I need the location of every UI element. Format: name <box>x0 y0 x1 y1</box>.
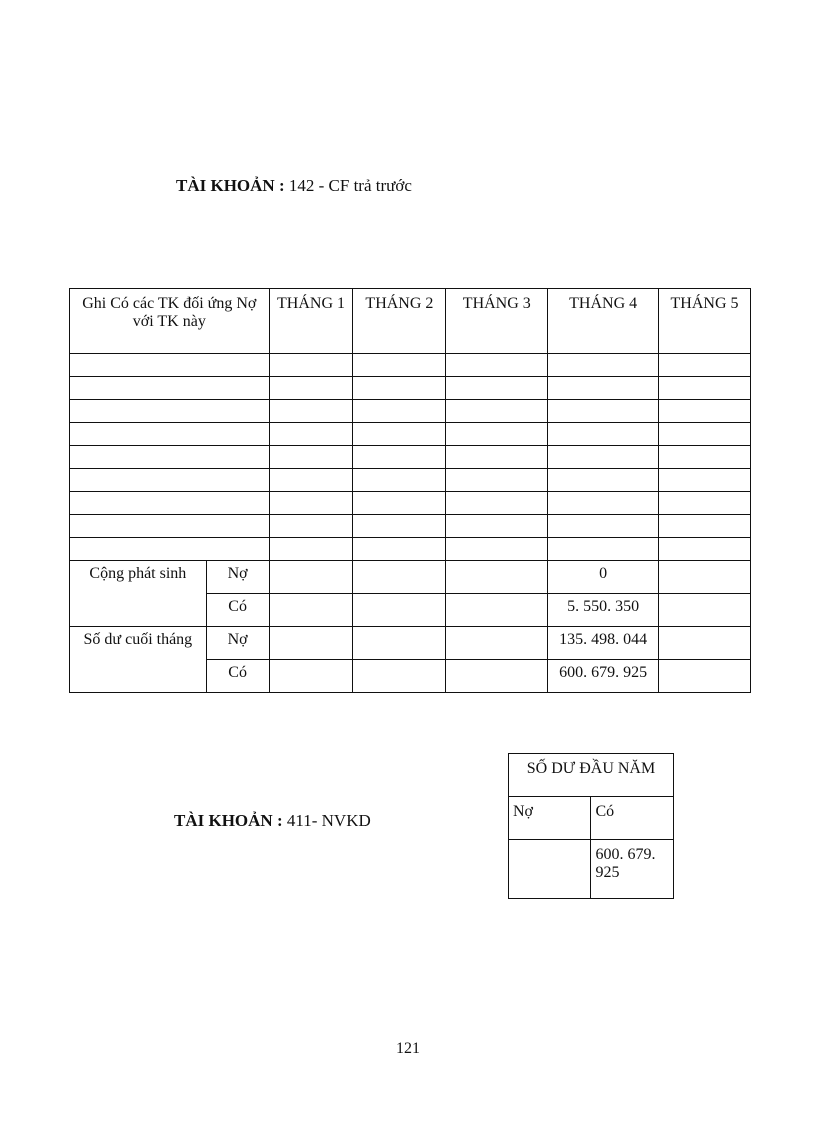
value-cell <box>659 660 751 693</box>
month-2-header: THÁNG 2 <box>353 289 446 354</box>
ledger-table <box>69 288 751 693</box>
value-cell <box>446 660 548 693</box>
value-cell <box>659 594 751 627</box>
credit-label: Có <box>591 797 674 840</box>
table-row <box>70 446 751 469</box>
closing-group-label: Số dư cuối tháng <box>70 627 207 693</box>
table-row <box>70 538 751 561</box>
account-heading-142 <box>176 176 412 196</box>
value-cell <box>446 627 548 660</box>
month-4-header: THÁNG 4 <box>548 289 659 354</box>
month-5-header: THÁNG 5 <box>659 289 751 354</box>
value-cell: 0 <box>548 561 659 594</box>
value-cell <box>353 594 446 627</box>
table-row <box>70 515 751 538</box>
account-code: 411- NVKD <box>286 811 371 830</box>
account-label: TÀI KHOẢN : <box>174 811 283 830</box>
side-label: Có <box>206 660 269 693</box>
value-cell <box>269 594 353 627</box>
value-cell: 5. 550. 350 <box>548 594 659 627</box>
account-code: 142 - CF trả trước <box>288 176 412 195</box>
month-3-header: THÁNG 3 <box>446 289 548 354</box>
table-row <box>70 469 751 492</box>
table-row <box>70 400 751 423</box>
value-cell <box>353 660 446 693</box>
table-row <box>70 377 751 400</box>
value-cell <box>269 627 353 660</box>
total-group-label: Cộng phát sinh <box>70 561 207 627</box>
page-number: 121 <box>396 1040 420 1057</box>
value-cell <box>659 627 751 660</box>
value-cell <box>446 561 548 594</box>
account-heading-411 <box>174 811 371 831</box>
opening-balance-title: SỐ DƯ ĐẦU NĂM <box>509 754 674 797</box>
table-row <box>70 423 751 446</box>
debit-label: Nợ <box>509 797 591 840</box>
value-cell <box>659 561 751 594</box>
table-row <box>70 492 751 515</box>
closing-debit-row <box>70 627 751 660</box>
value-cell: 600. 679. 925 <box>548 660 659 693</box>
opening-balance-table <box>508 753 674 899</box>
side-label: Có <box>206 594 269 627</box>
total-debit-row <box>70 561 751 594</box>
value-cell <box>353 627 446 660</box>
value-cell: 135. 498. 044 <box>548 627 659 660</box>
value-cell <box>269 561 353 594</box>
side-label: Nợ <box>206 561 269 594</box>
debit-value <box>509 840 591 899</box>
credit-value: 600. 679. 925 <box>591 840 674 899</box>
value-cell <box>446 594 548 627</box>
ledger-header-row <box>70 289 751 354</box>
header-label-cell: Ghi Có các TK đối ứng Nợ với TK này <box>70 289 270 354</box>
month-1-header: THÁNG 1 <box>269 289 353 354</box>
table-row <box>70 354 751 377</box>
value-cell <box>269 660 353 693</box>
value-cell <box>353 561 446 594</box>
account-label: TÀI KHOẢN : <box>176 176 285 195</box>
side-label: Nợ <box>206 627 269 660</box>
